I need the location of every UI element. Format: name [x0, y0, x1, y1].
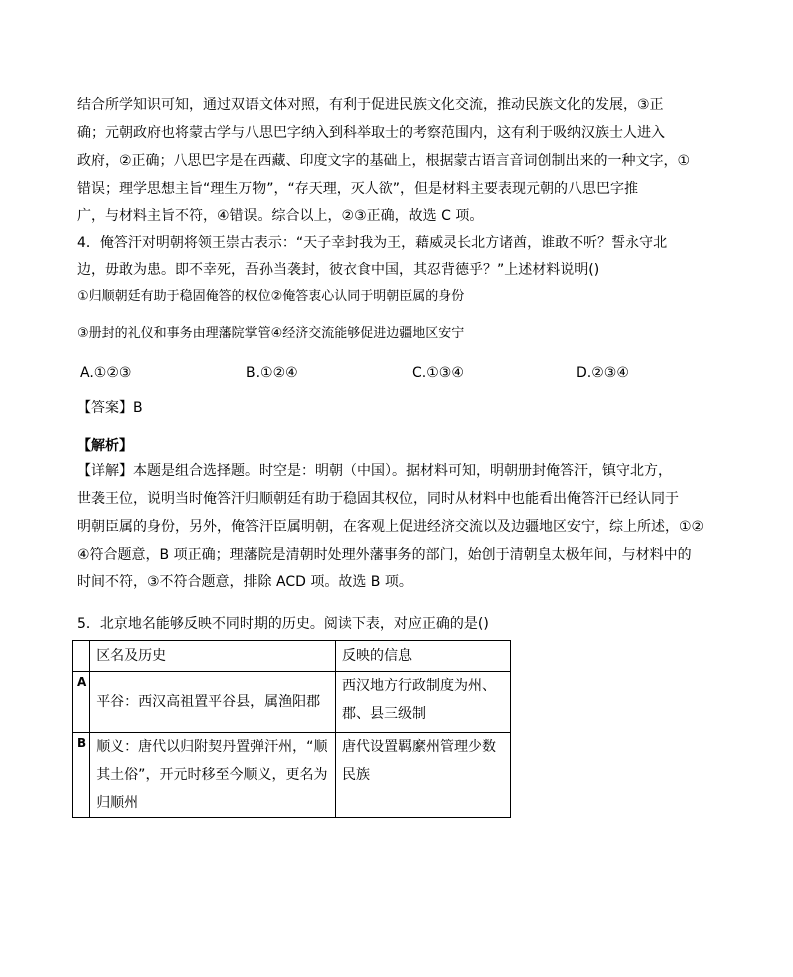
- detail-line: 时间不符，③不符合题意，排除 ACD 项。故选 B 项。: [77, 574, 413, 590]
- question-5-stem: 5．北京地名能够反映不同时期的历史。阅读下表，对应正确的是(): [77, 616, 489, 632]
- option-b: B.①②④: [246, 365, 298, 381]
- table-header-row: [73, 641, 511, 672]
- table-header-cell: 区名及历史: [90, 641, 336, 672]
- history-table: [72, 640, 511, 818]
- paragraph-line: 广，与材料主旨不符，④错误。综合以上，②③正确，故选 C 项。: [77, 208, 484, 224]
- detail-line: 世袭王位，说明当时俺答汗归顺朝廷有助于稳固其权位，同时从材料中也能看出俺答汗已经认同于: [77, 491, 679, 507]
- paragraph-line: 政府，②正确；八思巴字是在西藏、印度文字的基础上，根据蒙古语言音词创制出来的一种文字，①: [77, 153, 691, 169]
- question-4-stem: 边，毋敢为患。即不幸死，吾孙当袭封，彼衣食中国，其忍背德乎？”上述材料说明(): [77, 262, 600, 278]
- answer-value: B: [133, 400, 143, 416]
- table-cell-info: 西汉地方行政制度为州、郡、县三级制: [335, 672, 510, 733]
- detail-line: 明朝臣属的身份，另外，俺答汗臣属明朝，在客观上促进经济交流以及边疆地区安宁，综上所述，①②: [77, 519, 705, 535]
- question-4-statement: ①归顺朝廷有助于稳固俺答的权位②俺答衷心认同于明朝臣属的身份: [77, 289, 465, 304]
- table-header-cell: 反映的信息: [335, 641, 510, 672]
- table-cell-history: 平谷：西汉高祖置平谷县，属渔阳郡: [90, 672, 336, 733]
- table-cell-info: 唐代设置羁縻州管理少数民族: [335, 733, 510, 818]
- paragraph-line: 确；元朝政府也将蒙古学与八思巴字纳入到科举取士的考察范围内，这有利于吸纳汉族士人进入: [77, 125, 665, 141]
- answer-line: [77, 398, 143, 418]
- paragraph-line: 错误；理学思想主旨“理生万物”，“存天理，灭人欲”，但是材料主要表现元朝的八思巴字推: [77, 181, 639, 197]
- row-label: B: [73, 733, 90, 818]
- question-4-stem: 4．俺答汗对明朝将领王崇古表示：“天子幸封我为王，藉威灵长北方诸酋，谁敢不听？誓永守北: [77, 235, 668, 251]
- detail-line: ④符合题意，B 项正确；理藩院是清朝时处理外藩事务的部门，始创于清朝皇太极年间，与材料中的: [77, 547, 692, 563]
- table-cell-history: 顺义：唐代以归附契丹置弹汗州，“顺其土俗”，开元时移至今顺义，更名为归顺州: [90, 733, 336, 818]
- question-4-statement: ③册封的礼仪和事务由理藩院掌管④经济交流能够促进边疆地区安宁: [77, 326, 465, 341]
- analysis-tag: 【解析】: [77, 438, 133, 454]
- option-a: A.①②③: [80, 365, 132, 381]
- table-row: [73, 733, 511, 818]
- option-d: D.②③④: [576, 365, 629, 381]
- table-row: [73, 672, 511, 733]
- row-label: A: [73, 672, 90, 733]
- table-header-cell: [73, 641, 90, 672]
- detail-line: 【详解】本题是组合选择题。时空是：明朝（中国）。据材料可知，明朝册封俺答汗，镇守北方，: [77, 463, 672, 479]
- answer-tag: 【答案】: [77, 400, 133, 416]
- paragraph-line: 结合所学知识可知，通过双语文体对照，有利于促进民族文化交流，推动民族文化的发展，③正: [77, 97, 664, 113]
- option-c: C.①③④: [412, 365, 464, 381]
